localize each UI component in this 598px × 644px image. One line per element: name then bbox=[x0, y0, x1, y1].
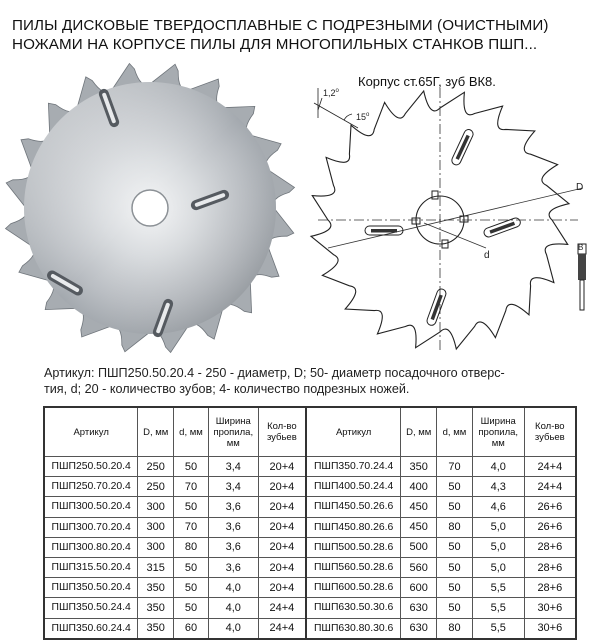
cell-kerf: 5,0 bbox=[472, 557, 524, 577]
cell-outer-diameter: 300 bbox=[138, 537, 174, 557]
cell-kerf: 3,6 bbox=[208, 497, 258, 517]
cell-article: ПШП250.50.20.4 bbox=[44, 457, 138, 477]
table-header-row bbox=[44, 407, 576, 457]
cell-outer-diameter: 250 bbox=[138, 477, 174, 497]
cell-bore-diameter: 70 bbox=[174, 517, 209, 537]
svg-text:1,2o: 1,2$^o$ bbox=[323, 88, 339, 98]
cell-bore-diameter: 70 bbox=[174, 477, 209, 497]
cell-article: ПШП350.60.24.4 bbox=[44, 618, 138, 639]
table-row bbox=[44, 497, 576, 517]
cell-article: ПШП450.80.26.6 bbox=[306, 517, 401, 537]
cell-outer-diameter: 560 bbox=[401, 557, 437, 577]
cell-teeth: 20+4 bbox=[258, 537, 306, 557]
table-row bbox=[44, 517, 576, 537]
cell-outer-diameter: 630 bbox=[401, 598, 437, 618]
cell-bore-diameter: 50 bbox=[437, 578, 473, 598]
cell-outer-diameter: 250 bbox=[138, 457, 174, 477]
cell-bore-diameter: 80 bbox=[174, 537, 209, 557]
cell-bore-diameter: 50 bbox=[437, 497, 473, 517]
cell-teeth: 28+6 bbox=[524, 557, 576, 577]
cell-article: ПШП600.50.28.6 bbox=[306, 578, 401, 598]
table-row bbox=[44, 477, 576, 497]
cell-bore-diameter: 50 bbox=[174, 457, 209, 477]
cell-article: ПШП450.50.26.6 bbox=[306, 497, 401, 517]
bore-label: d bbox=[484, 250, 490, 261]
kerf-label: B bbox=[578, 243, 584, 252]
cell-kerf: 5,5 bbox=[472, 618, 524, 639]
cell-bore-diameter: 50 bbox=[174, 497, 209, 517]
cell-kerf: 3,6 bbox=[208, 537, 258, 557]
cell-outer-diameter: 300 bbox=[138, 497, 174, 517]
caption-line-1: Артикул: ПШП250.50.20.4 - 250 - диаметр, D; 50- диаметр посадочного отверс- bbox=[44, 366, 505, 380]
material-note: Корпус ст.65Г, зуб ВК8. bbox=[358, 74, 496, 89]
title-line-2: НОЖАМИ НА КОРПУСЕ ПИЛЫ ДЛЯ МНОГОПИЛЬНЫХ СТАНКОВ ПШП... bbox=[12, 36, 538, 53]
header-bore-diameter: d, мм bbox=[174, 407, 209, 457]
cell-bore-diameter: 50 bbox=[437, 557, 473, 577]
caption-line-2: тия, d; 20 - количество зубов; 4- количество подрезных ножей. bbox=[44, 382, 410, 396]
cell-article: ПШП315.50.20.4 bbox=[44, 557, 138, 577]
cell-kerf: 5,5 bbox=[472, 598, 524, 618]
cell-article: ПШП400.50.24.4 bbox=[306, 477, 401, 497]
cell-article: ПШП630.50.30.6 bbox=[306, 598, 401, 618]
angle-label-1: 1,2 bbox=[323, 88, 336, 98]
cell-outer-diameter: 630 bbox=[401, 618, 437, 639]
cell-outer-diameter: 450 bbox=[401, 497, 437, 517]
cell-outer-diameter: 350 bbox=[138, 618, 174, 639]
cell-kerf: 3,6 bbox=[208, 517, 258, 537]
cell-article: ПШП630.80.30.6 bbox=[306, 618, 401, 639]
table-row bbox=[44, 557, 576, 577]
cell-outer-diameter: 350 bbox=[401, 457, 437, 477]
cell-teeth: 20+4 bbox=[258, 557, 306, 577]
cell-kerf: 4,0 bbox=[208, 598, 258, 618]
cell-article: ПШП500.50.28.6 bbox=[306, 537, 401, 557]
cell-teeth: 20+4 bbox=[258, 578, 306, 598]
header-teeth: Кол-во зубьев bbox=[524, 407, 576, 457]
table-row bbox=[44, 457, 576, 477]
cell-kerf: 4,3 bbox=[472, 477, 524, 497]
cell-teeth: 28+6 bbox=[524, 578, 576, 598]
header-outer-diameter: D, мм bbox=[401, 407, 437, 457]
table-row bbox=[44, 598, 576, 618]
header-article: Артикул bbox=[306, 407, 401, 457]
cell-kerf: 3,6 bbox=[208, 557, 258, 577]
cell-outer-diameter: 315 bbox=[138, 557, 174, 577]
cell-teeth: 20+4 bbox=[258, 457, 306, 477]
header-article: Артикул bbox=[44, 407, 138, 457]
cell-kerf: 4,0 bbox=[208, 578, 258, 598]
header-outer-diameter: D, мм bbox=[138, 407, 174, 457]
cell-outer-diameter: 350 bbox=[138, 578, 174, 598]
cell-outer-diameter: 300 bbox=[138, 517, 174, 537]
cell-teeth: 20+4 bbox=[258, 517, 306, 537]
cell-bore-diameter: 70 bbox=[437, 457, 473, 477]
cell-outer-diameter: 450 bbox=[401, 517, 437, 537]
cell-teeth: 24+4 bbox=[524, 457, 576, 477]
table-row bbox=[44, 537, 576, 557]
cell-kerf: 5,0 bbox=[472, 537, 524, 557]
cell-kerf: 5,0 bbox=[472, 517, 524, 537]
saw-blade-photo bbox=[0, 58, 300, 358]
cell-kerf: 4,0 bbox=[208, 618, 258, 639]
page-title bbox=[12, 16, 592, 54]
cell-teeth: 20+4 bbox=[258, 497, 306, 517]
cell-article: ПШП350.50.20.4 bbox=[44, 578, 138, 598]
angle-label-2: 15 bbox=[356, 112, 367, 122]
specs-table bbox=[43, 406, 577, 640]
cell-teeth: 24+4 bbox=[258, 598, 306, 618]
cell-bore-diameter: 80 bbox=[437, 618, 473, 639]
cell-teeth: 30+6 bbox=[524, 598, 576, 618]
svg-text:15o: 15$^o$ bbox=[356, 112, 370, 122]
cell-kerf: 3,4 bbox=[208, 457, 258, 477]
cell-outer-diameter: 500 bbox=[401, 537, 437, 557]
cell-kerf: 3,4 bbox=[208, 477, 258, 497]
saw-blade-drawing bbox=[298, 58, 598, 358]
cell-kerf: 5,5 bbox=[472, 578, 524, 598]
cell-kerf: 4,0 bbox=[472, 457, 524, 477]
title-line-1: ПИЛЫ ДИСКОВЫЕ ТВЕРДОСПЛАВНЫЕ С ПОДРЕЗНЫМИ (ОЧИСТНЫМИ) bbox=[12, 17, 549, 34]
cell-kerf: 4,6 bbox=[472, 497, 524, 517]
header-teeth: Кол-во зубьев bbox=[258, 407, 306, 457]
cell-teeth: 20+4 bbox=[258, 477, 306, 497]
cell-article: ПШП300.80.20.4 bbox=[44, 537, 138, 557]
cell-teeth: 30+6 bbox=[524, 618, 576, 639]
cell-bore-diameter: 60 bbox=[174, 618, 209, 639]
cell-article: ПШП250.70.20.4 bbox=[44, 477, 138, 497]
article-caption bbox=[44, 365, 589, 397]
cell-bore-diameter: 50 bbox=[437, 477, 473, 497]
cell-article: ПШП350.70.24.4 bbox=[306, 457, 401, 477]
cell-teeth: 26+6 bbox=[524, 517, 576, 537]
cell-bore-diameter: 50 bbox=[174, 557, 209, 577]
cell-bore-diameter: 80 bbox=[437, 517, 473, 537]
table-row bbox=[44, 578, 576, 598]
cell-teeth: 24+4 bbox=[258, 618, 306, 639]
cell-bore-diameter: 50 bbox=[437, 537, 473, 557]
cell-bore-diameter: 50 bbox=[174, 578, 209, 598]
header-kerf: Ширина пропила, мм bbox=[208, 407, 258, 457]
diameter-label: D bbox=[576, 182, 584, 193]
cell-teeth: 28+6 bbox=[524, 537, 576, 557]
header-bore-diameter: d, мм bbox=[437, 407, 473, 457]
cell-outer-diameter: 400 bbox=[401, 477, 437, 497]
cell-teeth: 26+6 bbox=[524, 497, 576, 517]
cell-outer-diameter: 600 bbox=[401, 578, 437, 598]
header-kerf: Ширина пропила, мм bbox=[472, 407, 524, 457]
table-row bbox=[44, 618, 576, 639]
cell-teeth: 24+4 bbox=[524, 477, 576, 497]
cell-article: ПШП300.70.20.4 bbox=[44, 517, 138, 537]
cell-bore-diameter: 50 bbox=[174, 598, 209, 618]
cell-article: ПШП300.50.20.4 bbox=[44, 497, 138, 517]
cell-outer-diameter: 350 bbox=[138, 598, 174, 618]
cell-article: ПШП350.50.24.4 bbox=[44, 598, 138, 618]
cell-article: ПШП560.50.28.6 bbox=[306, 557, 401, 577]
cell-bore-diameter: 50 bbox=[437, 598, 473, 618]
